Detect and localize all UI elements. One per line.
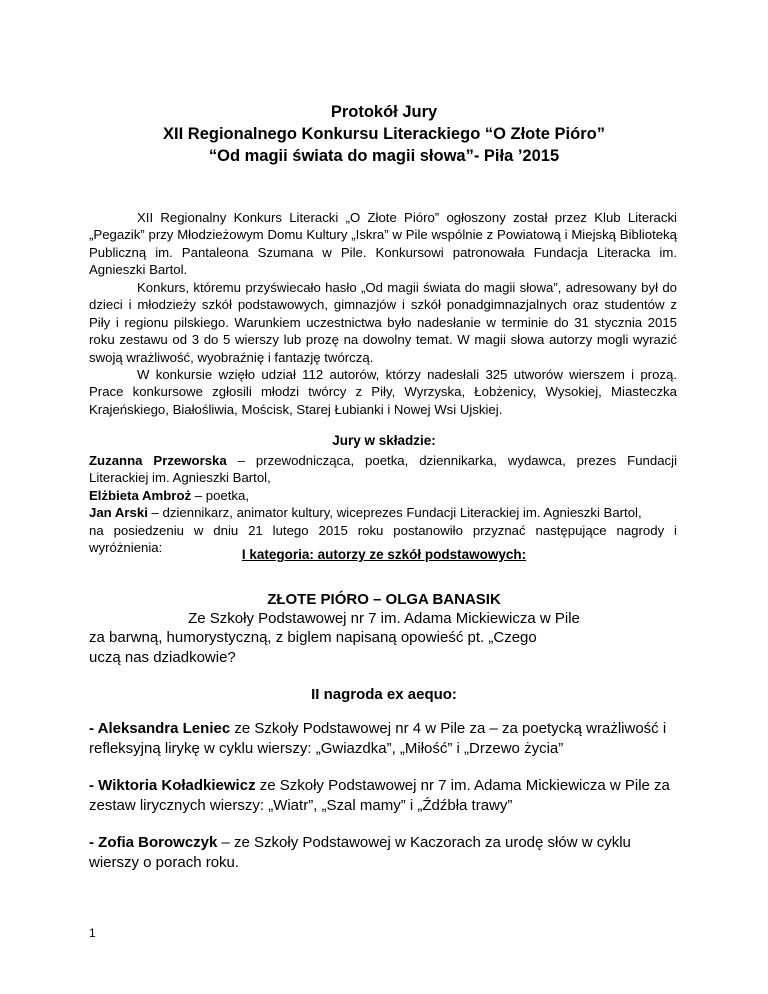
jury-member-2-desc: – poetka, bbox=[191, 487, 250, 503]
document-title bbox=[0, 101, 768, 167]
award-entry-2-name: - Wiktoria Koładkiewicz bbox=[89, 777, 256, 794]
category-heading: I kategoria: autorzy ze szkół podstawowych: bbox=[241, 547, 527, 562]
jury-list bbox=[89, 452, 677, 556]
jury-heading: Jury w składzie: bbox=[332, 433, 436, 448]
page-number: 1 bbox=[89, 926, 96, 940]
jury-member-2-name: Elżbieta Ambroż bbox=[89, 487, 192, 503]
gold-award-school: Ze Szkoły Podstawowej nr 7 im. Adama Mickiewicza w Pile bbox=[188, 610, 580, 627]
jury-decision: na posiedzeniu w dniu 21 lutego 2015 roku postanowiło przyznać następujące nagrody i wyróżnienia: bbox=[89, 522, 677, 556]
award-entry-3-name: - Zofia Borowczyk bbox=[89, 834, 218, 851]
title-line-2: XII Regionalnego Konkursu Literackiego “O Złote Pióro” bbox=[163, 125, 605, 143]
award-entry-3 bbox=[89, 833, 649, 873]
award-entry-2-text: ze Szkoły Podstawowej nr 7 im. Adama Mickiewicza w Pile za zestaw lirycznych wierszy: „Wiatr”, „Szal mamy” i „Źdźbła trawy” bbox=[89, 777, 670, 814]
jury-member-3-name: Jan Arski bbox=[89, 505, 148, 521]
gold-award-title: ZŁOTE PIÓRO – OLGA BANASIK bbox=[267, 591, 501, 608]
award-entry-3-text: – ze Szkoły Podstawowej w Kaczorach za urodę słów w cyklu wierszy o porach roku. bbox=[89, 834, 631, 871]
award-entry-1-name: - Aleksandra Leniec bbox=[89, 720, 231, 737]
intro-paragraph-1: XII Regionalny Konkurs Literacki „O Złote Pióro” ogłoszony został przez Klub Literacki „Pegazik” przy Młodzieżowym Domu Kultury „Iskra” w Pile wspólnie z Powiatową i Miejską Biblioteką Publiczną im. Pantaleona Szumana w Pile. Konkursowi patronowała Fundacja Literacka im. Agnieszki Bartol. bbox=[89, 210, 677, 278]
title-line-1: Protokół Jury bbox=[330, 103, 438, 121]
award-entry-2 bbox=[89, 776, 689, 816]
jury-member-1-name: Zuzanna Przeworska bbox=[89, 453, 227, 468]
intro-paragraph-2: Konkurs, któremu przyświecało hasło „Od magii świata do magii słowa”, adresowany był do dzieci i młodzieży szkół podstawowych, gimnazjów i szkół ponadgimnazjalnych oraz studentów z Piły i regionu pilskiego. Warunkiem uczestnictwa było nadesłanie w terminie do 31 stycznia 2015 roku zestawu od 3 do 5 wierszy lub prozę na dowolny temat. W magii słowa autorzy mogli wyrazić swoją wrażliwość, wyobraźnię i fantazję twórczą. bbox=[89, 280, 677, 365]
award-entry-1-text: ze Szkoły Podstawowej nr 4 w Pile za – za poetycką wrażliwość i refleksyjną lirykę w cyklu wierszy: „Gwiazdka”, „Miłość” i „Drzewo życia” bbox=[89, 720, 667, 757]
jury-member-3-desc: – dziennikarz, animator kultury, wiceprezes Fundacji Literackiej im. Agnieszki Bartol, bbox=[147, 505, 642, 521]
gold-award-reason: za barwną, humorystyczną, z biglem napisaną opowieść pt. „Czego uczą nas dziadkowie? bbox=[89, 629, 537, 666]
title-line-3: “Od magii świata do magii słowa”- Piła ’2015 bbox=[208, 147, 560, 165]
second-prize-heading: II nagroda ex aequo: bbox=[311, 686, 457, 703]
award-entry-1 bbox=[89, 719, 689, 759]
intro-paragraph-3: W konkursie wzięło udział 112 autorów, którzy nadesłali 325 utworów wierszem i prozą. Prace konkursowe zgłosili młodzi twórcy z Piły, Wyrzyska, Łobżenicy, Wysokiej, Miasteczka Krajeńskiego, Białośliwia, Mościsk, Starej Łubianki i Nowej Wsi Ujskiej. bbox=[89, 367, 677, 417]
jury-member-1-desc: – przewodnicząca, poetka, dziennikarka, wydawca, prezes Fundacji Literackiej im. Agnieszki Bartol, bbox=[89, 453, 678, 486]
